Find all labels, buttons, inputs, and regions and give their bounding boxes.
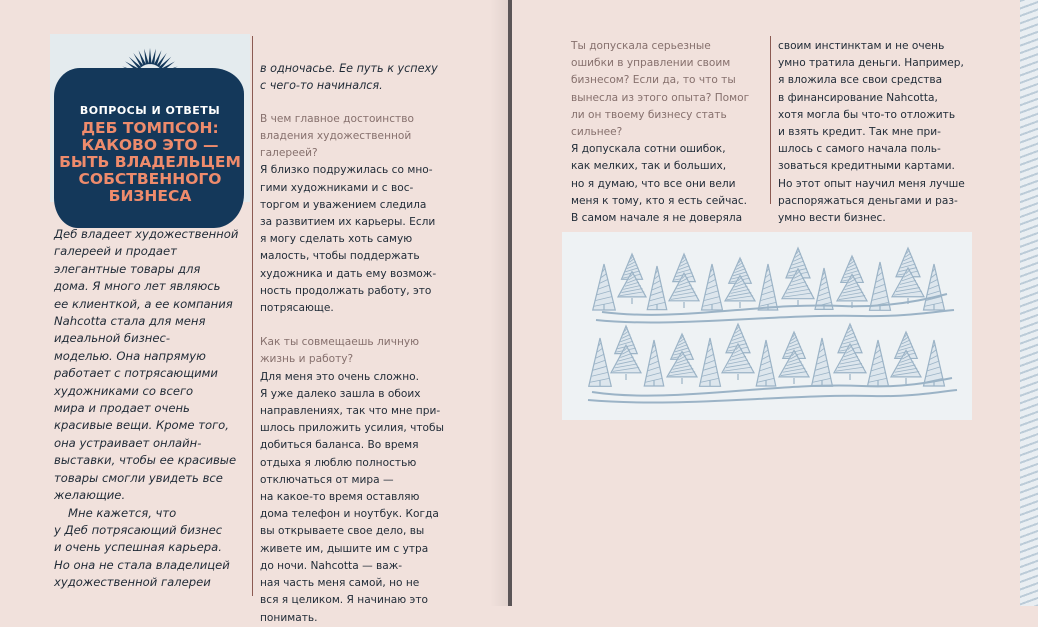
question-line: вынесла из этого опыта? Помог [571,91,750,104]
pine-tree-icon [815,268,833,310]
text-line: я вложила все свои средства [778,74,943,87]
text-line: она устраивает онлайн- [54,435,202,450]
text-line: распоряжаться деньгами и раз- [778,194,958,207]
answer-2 [260,369,450,627]
pine-trees-illustration [562,232,972,420]
text-line: художниками со всего [54,383,194,398]
pine-tree-icon [756,340,776,386]
text-line: Деб владеет художественной [54,227,239,241]
text-line: я могу сделать хоть самую [260,233,413,246]
text-line: ее клиенткой, а ее компания [54,296,233,311]
text-line: отключаться от мира — [260,473,394,486]
text-line: ность продолжать работу, это [260,284,432,297]
pine-tree-icon [702,264,723,310]
text-line: умно тратила деньги. Например, [778,57,964,70]
interview-column-1 [260,60,450,627]
text-line: понимать. [260,611,318,624]
text-line: моделью. Она напрямую [54,348,206,363]
pine-tree-icon [618,254,646,304]
text-line: и очень успешная карьера. [54,540,222,555]
trees-icon [562,232,972,420]
header-card [50,34,250,205]
text-line: вы открываете свое дело, вы [260,525,425,538]
text-line: шлось приложить усилия, чтобы [260,422,444,435]
pine-tree-icon [812,338,833,386]
pine-tree-icon [834,324,866,380]
text-line: торгом и уважением следила [260,198,427,211]
interview-column-3 [778,38,978,227]
text-line: живете им, дышите им с утра [260,542,429,555]
question-2 [260,334,450,368]
column-rule-right [770,36,771,204]
pine-tree-icon [891,332,921,384]
text-line: гими художниками и с вос- [260,181,414,194]
section-kicker: ВОПРОСЫ И ОТВЕТЫ [79,104,221,117]
text-line: своим инстинктам и не очень [778,40,945,52]
text-line: до ночи. Nahcotta — важ- [260,559,403,572]
answer-1 [260,162,450,317]
pine-tree-icon [667,334,697,384]
question-line: сильнее? [571,126,623,139]
title-line: БИЗНЕСА [108,187,192,205]
question-line: галереей? [260,147,318,160]
text-line: в одночасье. Ее путь к успеху [260,62,438,75]
pine-tree-icon [644,340,664,386]
text-line: малость, чтобы поддержать [260,250,420,263]
pine-tree-icon [758,264,778,310]
text-line: ная часть меня самой, но не [260,577,420,590]
text-line: дома телефон и ноутбук. Когда [260,508,439,521]
text-line: но я думаю, что все они вели [571,177,736,190]
text-line: работает с потрясающими [54,366,218,381]
text-line: галереей и продает [54,244,177,259]
intro-paragraph [54,226,250,505]
text-line: меня к тому, кто я есть сейчас. [571,194,748,207]
pine-tree-icon [870,262,891,310]
text-line: художника и дать ему возмож- [260,267,437,280]
sun-ray [148,48,151,64]
intro-column [54,226,250,592]
gutter-shade [490,0,508,606]
text-line: товары смогли увидеть все [54,470,223,485]
pine-tree-icon [924,264,945,310]
question-line: ли он твоему бизнесу стать [571,108,727,121]
pine-tree-icon [700,338,721,386]
pine-tree-icon [725,258,755,308]
text-line: у Деб потрясающий бизнес [54,522,223,537]
pine-tree-icon [589,338,612,386]
pine-tree-icon [779,332,809,384]
text-line: Я близко подружилась со мно- [260,164,433,177]
answer-3-continued [778,38,978,227]
page-title [50,120,250,205]
text-line: мира и продает очень [54,401,190,416]
title-line: СОБСТВЕННОГО [78,170,222,188]
pine-tree-icon [647,266,667,310]
text-line: Я уже далеко зашла в обоих [260,387,421,400]
text-line: В самом начале я не доверяла [571,212,743,225]
title-line: КАКОВО ЭТО — [81,136,219,154]
text-line: Но этот опыт научил меня лучше [778,177,965,190]
title-line: БЫТЬ ВЛАДЕЛЬЦЕМ [59,153,241,171]
text-line: художественной галереи [54,575,211,590]
text-line: Для меня это очень сложно. [260,370,419,383]
pine-tree-icon [593,264,616,310]
answer-3 [571,141,761,227]
text-line: хотя могла бы что-то отложить [778,108,956,121]
text-line: потрясающе. [260,302,334,315]
text-line: направлениях, так что мне при- [260,405,441,418]
text-line: красивые вещи. Кроме того, [54,418,229,433]
text-line: Но она не стала владелицей [54,557,230,572]
question-line: жизнь и работу? [260,353,354,366]
decorative-edge-pattern [1020,0,1038,606]
text-line: за развитием их карьеры. Если [260,216,436,229]
question-line: В чем главное достоинство [260,112,414,125]
text-line: и взять кредит. Так мне при- [778,126,941,139]
pine-tree-icon [782,248,814,306]
column-rule-left [252,36,253,596]
pine-tree-icon [722,324,754,380]
text-line: в финансирование Nahcotta, [778,91,938,104]
text-line: Nahcotta стала для меня [54,314,206,329]
question-line: ошибки в управлении своим [571,57,731,70]
text-line: как мелких, так и больших, [571,160,727,173]
text-line: добиться баланса. Во время [260,439,419,452]
text-line: Мне кажется, что [68,505,177,520]
question-line: владения художественной [260,130,412,143]
pine-tree-icon [868,340,889,386]
ground-line [596,310,954,322]
title-line: ДЕБ ТОМПСОН: [81,119,219,137]
question-3 [571,38,761,141]
text-line: Я допускала сотни ошибок, [571,143,726,156]
text-line: желающие. [54,488,126,503]
text-line: умно вести бизнес. [778,212,886,225]
text-line: выставки, чтобы ее красивые [54,453,237,468]
pine-tree-icon [611,326,641,380]
pine-tree-icon [892,248,924,304]
question-1 [260,111,450,163]
text-line: на какое-то время оставляю [260,491,420,504]
text-line: дома. Я много лет являюсь [54,279,221,294]
text-line: отдыха я люблю полностью [260,456,417,469]
text-line: вся я целиком. Я начинаю это [260,594,428,607]
interview-column-2 [571,38,761,227]
text-line: зоваться кредитными картами. [778,160,955,173]
lead-continuation [260,60,450,95]
question-line: Как ты совмещаешь личную [260,336,420,349]
intro-paragraph-2 [54,505,250,592]
question-line: бизнесом? Если да, то что ты [571,74,736,87]
text-line: шлось с самого начала поль- [778,143,941,156]
text-line: идеальной бизнес- [54,331,171,346]
pine-tree-icon [837,256,867,308]
pine-tree-icon [669,254,699,308]
text-line: с чего-то начинался. [260,79,383,93]
text-line: элегантные товары для [54,261,201,276]
page-gutter [508,0,512,606]
question-line: Ты допускала серьезные [571,40,711,52]
